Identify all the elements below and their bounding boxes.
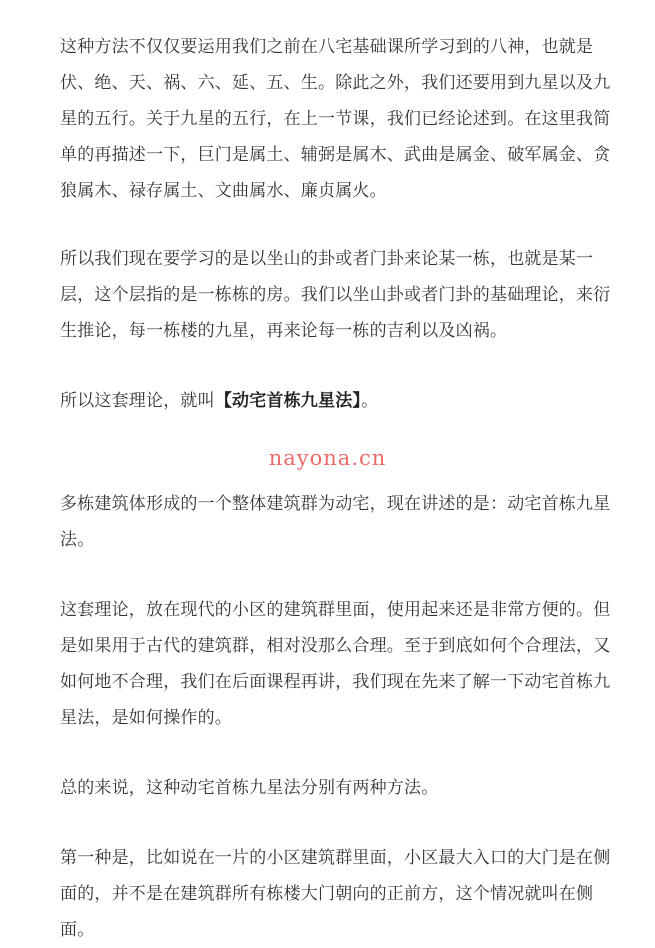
paragraph-sitting-mountain-gate-trigram: 所以我们现在要学习的是以坐山的卦或者门卦来论某一栋，也就是某一层，这个层指的是一栋栋的房。我们以坐山卦或者门卦的基础理论，来衍生推论，每一栋楼的九星，再来论每一栋的吉利以及凶祸。 — [60, 249, 611, 341]
theory-name-suffix: 。 — [361, 391, 379, 411]
theory-name-emphasis: 【动宅首栋九星法】 — [214, 391, 362, 411]
paragraph-theory-name — [60, 383, 620, 419]
theory-name-prefix: 所以这套理论，就叫 — [60, 391, 215, 411]
paragraph-first-method: 第一种是，比如说在一片的小区建筑群里面，小区最大入口的大门是在侧面的，并不是在建筑群所有栋楼大门朝向的正前方，这个情况就叫在侧面。 — [60, 848, 611, 940]
paragraph-dynamic-house-definition: 多栋建筑体形成的一个整体建筑群为动宅，现在讲述的是：动宅首栋九星法。 — [60, 494, 611, 550]
watermark-text: nayona.cn — [268, 446, 387, 470]
paragraph-eight-gods-and-nine-stars: 这种方法不仅仅要运用我们之前在八宅基础课所学习到的八神，也就是伏、绝、天、祸、六、延、五、生。除此之外，我们还要用到九星以及九星的五行。关于九星的五行，在上一节课，我们已经论述到。在这里我简单的再描述一下，巨门是属土、辅弼是属木、武曲是属金、破军属金、贪狼属木、禄存属土、文曲属水、廉贞属火。 — [60, 37, 611, 201]
paragraph-modern-vs-ancient: 这套理论，放在现代的小区的建筑群里面，使用起来还是非常方便的。但是如果用于古代的建筑群，相对没那么合理。至于到底如何个合理法，又如何地不合理，我们在后面课程再讲，我们现在先来了解一下动宅首栋九星法，是如何操作的。 — [60, 600, 611, 728]
paragraph-two-methods: 总的来说，这种动宅首栋九星法分别有两种方法。 — [60, 778, 439, 798]
document-body — [60, 29, 620, 948]
